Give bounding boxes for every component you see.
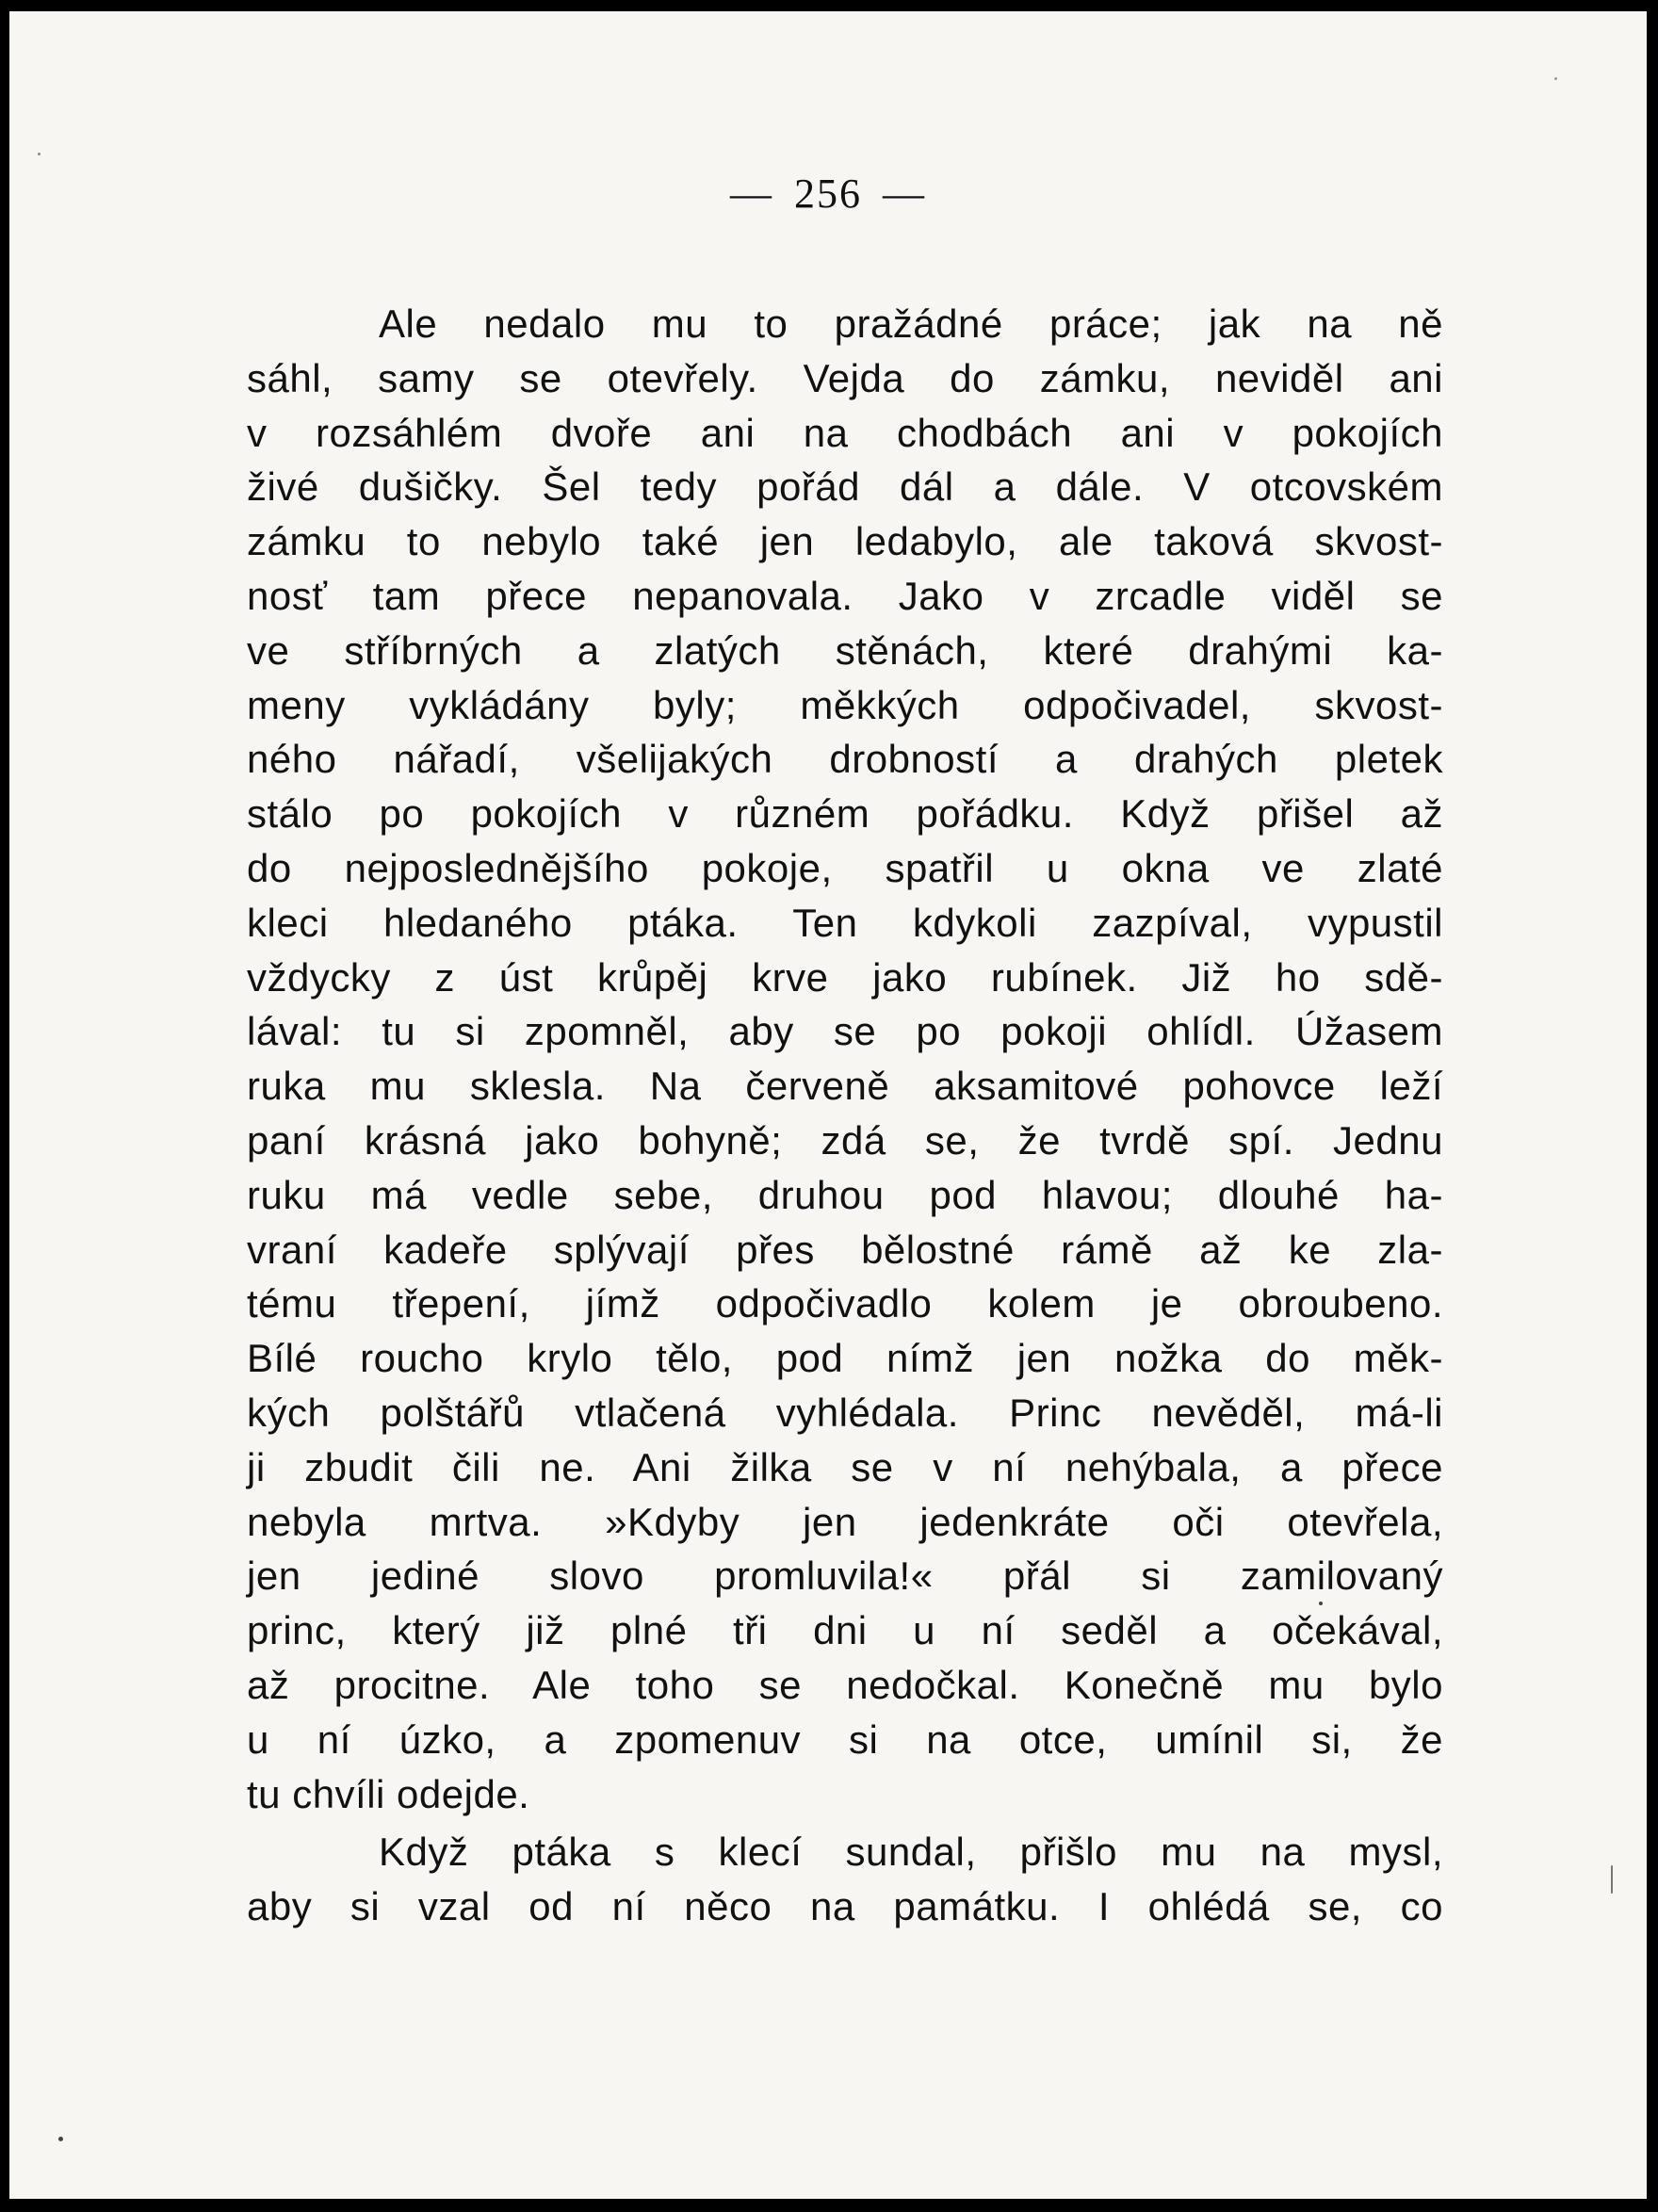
paragraph — [247, 297, 1443, 1821]
page-number-header — [9, 170, 1647, 218]
text-line: ného nářadí, všelijakých drobností a drahých pletek — [247, 737, 1443, 782]
text-line: nosť tam přece nepanovala. Jako v zrcadle viděl se — [247, 573, 1443, 618]
text-line: kleci hledaného ptáka. Ten kdykoli zazpíval, vypustil — [247, 900, 1443, 945]
paper-speck — [1611, 1865, 1613, 1894]
text-line: Když ptáka s klecí sundal, přišlo mu na mysl, — [379, 1830, 1443, 1875]
text-line: ji zbudit čili ne. Ani žilka se v ní nehýbala, a přece — [247, 1444, 1443, 1489]
text-line: Ale nedalo mu to pražádné práce; jak na ně — [379, 301, 1443, 346]
paper-speck — [38, 153, 41, 155]
text-line: ruku má vedle sebe, druhou pod hlavou; dlouhé ha- — [247, 1172, 1443, 1217]
book-page — [9, 11, 1647, 2199]
header-dash-right: — — [883, 171, 926, 217]
text-line: paní krásná jako bohyně; zdá se, že tvrdě spí. Jednu — [247, 1117, 1443, 1163]
text-line: zámku to nebylo také jen ledabylo, ale taková skvost- — [247, 519, 1443, 564]
text-line: kých polštářů vtlačená vyhlédala. Princ nevěděl, má-li — [247, 1390, 1443, 1435]
text-line: až procitne. Ale toho se nedočkal. Konečně mu bylo — [247, 1662, 1443, 1707]
text-line: u ní úzko, a zpomenuv si na otce, umínil si, že — [247, 1716, 1443, 1762]
header-dash-left: — — [730, 171, 773, 217]
text-line: tu chvíli odejde. — [247, 1771, 530, 1816]
text-line: vraní kadeře splývají přes bělostné rámě až ke zla- — [247, 1227, 1443, 1272]
text-line: stálo po pokojích v různém pořádku. Když přišel až — [247, 791, 1443, 837]
text-line: v rozsáhlém dvoře ani na chodbách ani v pokojích — [247, 410, 1443, 455]
paper-speck — [1319, 1602, 1323, 1605]
page-number: 256 — [794, 171, 862, 217]
text-line: jen jediné slovo promluvila!« přál si zamilovaný — [247, 1553, 1443, 1599]
text-line: sáhl, samy se otevřely. Vejda do zámku, neviděl ani — [247, 355, 1443, 400]
text-line: ve stříbrných a zlatých stěnách, které drahými ka- — [247, 627, 1443, 673]
text-line: nebyla mrtva. »Kdyby jen jedenkráte oči otevřela, — [247, 1499, 1443, 1544]
text-line: ruka mu sklesla. Na červeně aksamitové pohovce leží — [247, 1064, 1443, 1109]
text-line: vždycky z úst krůpěj krve jako rubínek. Již ho sdě- — [247, 954, 1443, 1000]
body-text — [247, 297, 1443, 1934]
text-line: do nejposlednějšího pokoje, spatřil u okna ve zlaté — [247, 845, 1443, 890]
text-line: živé dušičky. Šel tedy pořád dál a dále. V otcovském — [247, 464, 1443, 510]
text-line: lával: tu si zpomněl, aby se po pokoji ohlídl. Úžasem — [247, 1009, 1443, 1054]
text-line: aby si vzal od ní něco na památku. I ohlédá se, co — [247, 1884, 1443, 1929]
text-line: meny vykládány byly; měkkých odpočivadel, skvost- — [247, 682, 1443, 727]
text-line: Bílé roucho krylo tělo, pod nímž jen nožka do měk- — [247, 1336, 1443, 1381]
paragraph — [247, 1825, 1443, 1934]
paper-speck — [58, 2137, 63, 2141]
text-line: princ, který již plné tři dni u ní seděl a očekával, — [247, 1608, 1443, 1653]
paper-speck — [1554, 77, 1557, 80]
text-line: tému třepení, jímž odpočivadlo kolem je obroubeno. — [247, 1281, 1443, 1326]
